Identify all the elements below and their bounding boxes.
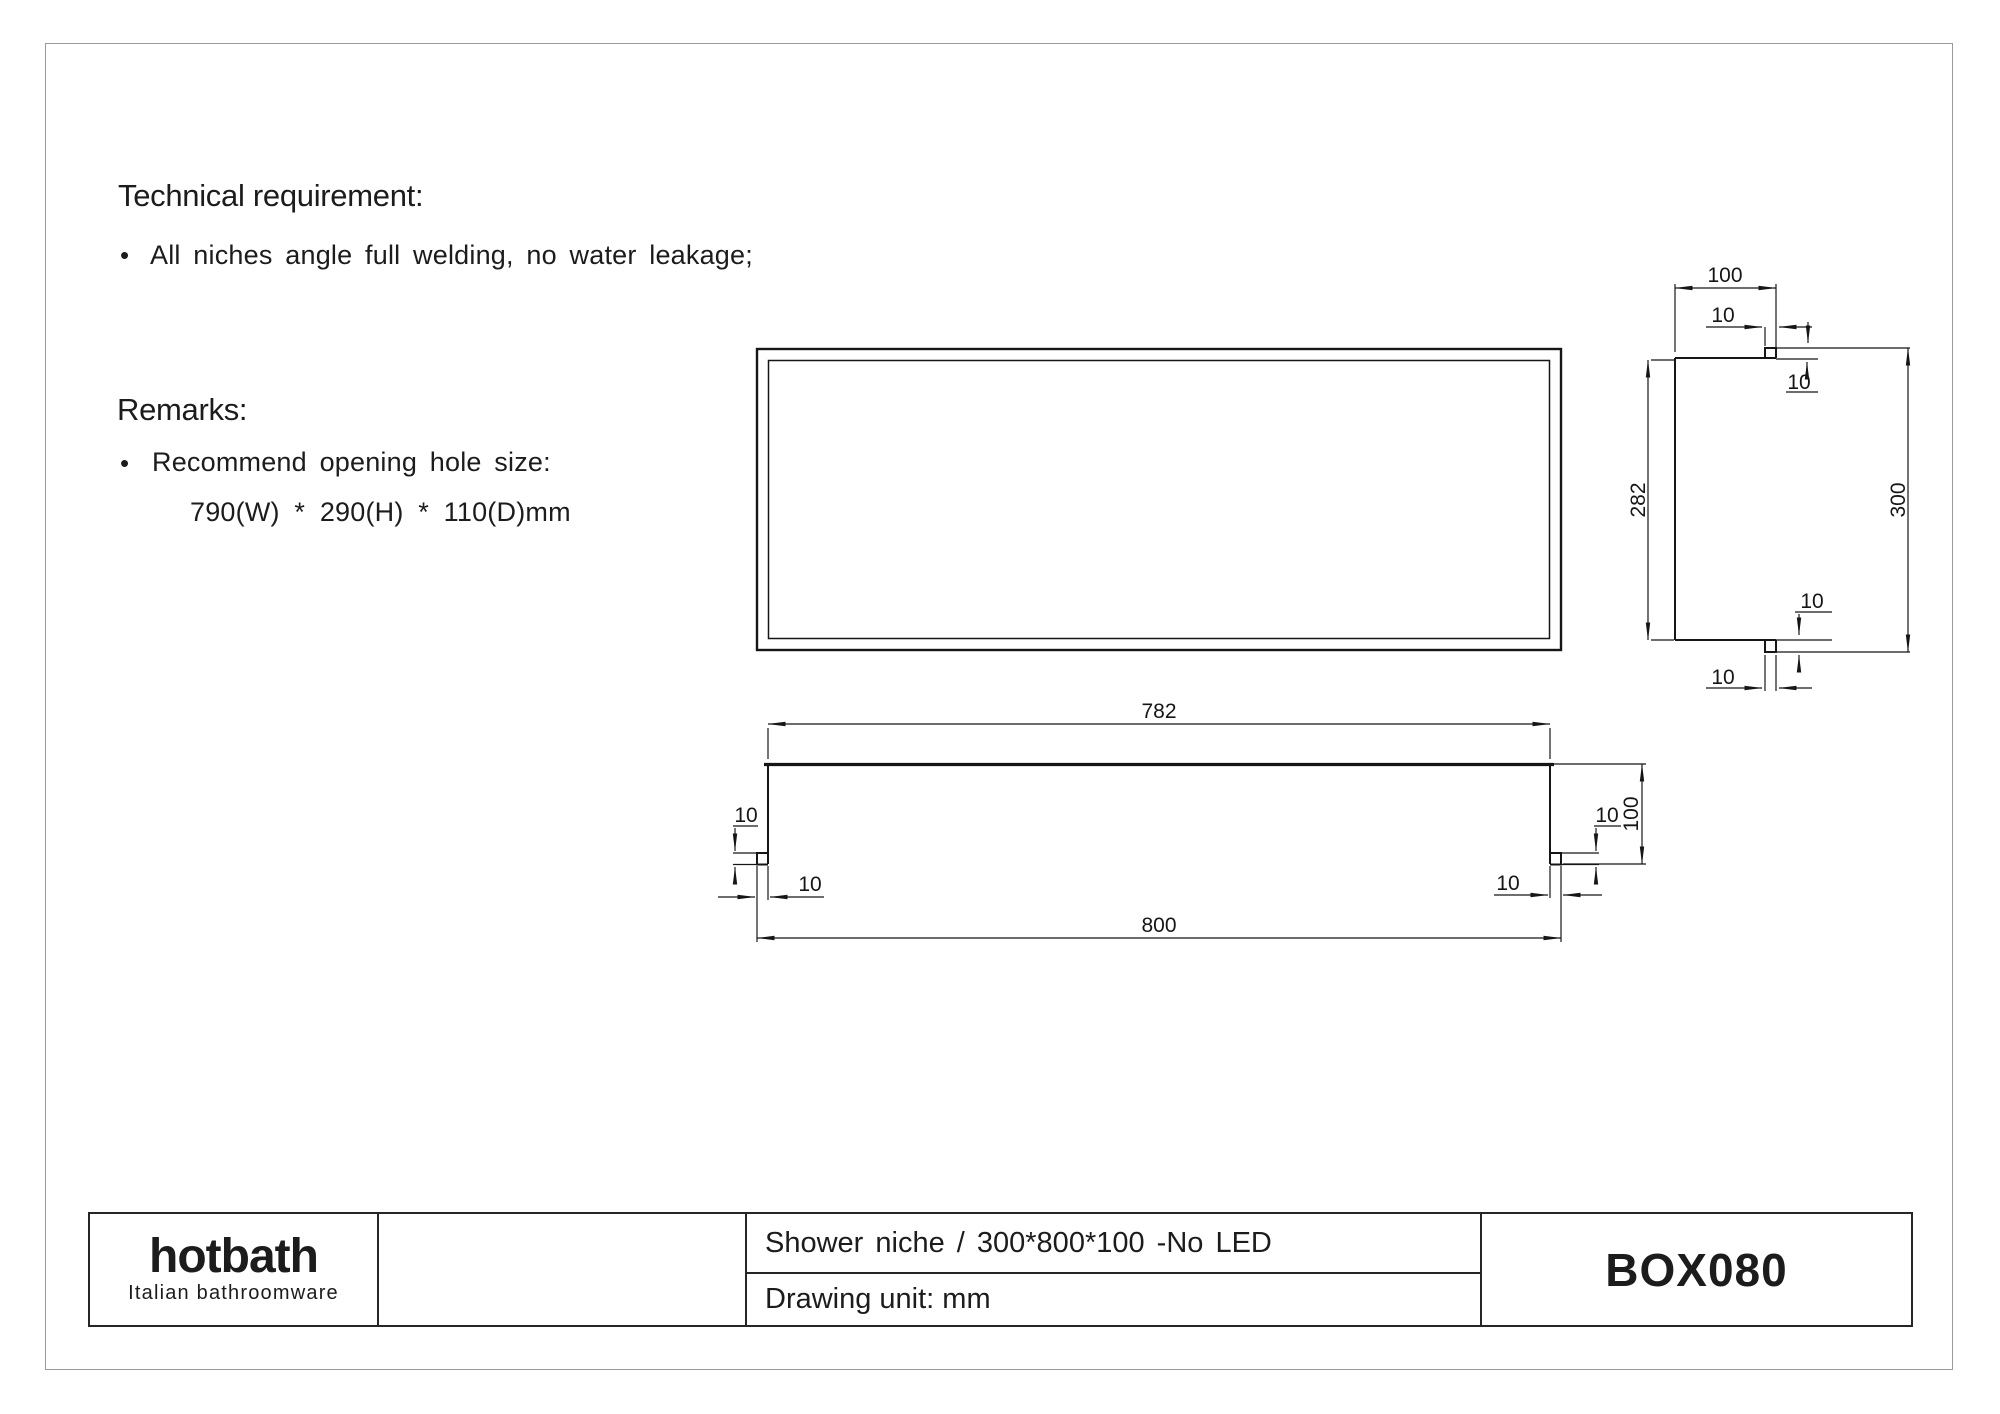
dim-plan-lip-thickness-right-label: 10	[1595, 804, 1619, 827]
title-block-logo-cell	[90, 1214, 379, 1325]
remarks-bullet: Recommend opening hole size:	[152, 447, 551, 477]
dim-plan-lip-thickness-left-label: 10	[734, 804, 758, 827]
drawing-unit: Drawing unit: mm	[765, 1283, 991, 1315]
bullet-icon: •	[120, 448, 130, 478]
technical-requirement-heading: Technical requirement:	[118, 178, 424, 213]
title-block	[88, 1212, 1913, 1327]
bullet-icon: •	[120, 240, 130, 270]
side-bottom-lip	[1765, 640, 1776, 652]
side-top-lip	[1765, 348, 1776, 358]
remarks-heading: Remarks:	[117, 392, 248, 427]
dim-side-outer-height-label: 300	[1887, 482, 1910, 518]
side-view	[1627, 264, 1910, 691]
dim-side-lip-width-top-label: 10	[1711, 304, 1735, 327]
front-view-outer-frame	[757, 349, 1561, 650]
dim-side-lip-height-bottom-label: 10	[1800, 590, 1824, 613]
title-block-empty-cell	[379, 1214, 747, 1325]
plan-right-lip	[1550, 853, 1561, 865]
plan-view	[718, 700, 1646, 942]
dim-side-depth-label: 100	[1707, 264, 1743, 287]
dim-plan-outer-width-label: 800	[1141, 914, 1177, 937]
front-view	[757, 349, 1561, 650]
brand-logo: hotbath	[149, 1229, 318, 1283]
dim-plan-lip-width-left-label: 10	[798, 873, 822, 896]
front-view-inner-frame	[769, 361, 1550, 639]
dim-plan-lip-width-right-label: 10	[1496, 872, 1520, 895]
opening-hole-size: 790(W) * 290(H) * 110(D)mm	[190, 497, 571, 527]
dim-plan-wall-depth-label: 100	[1620, 796, 1643, 832]
brand-tagline: Italian bathroomware	[128, 1281, 339, 1304]
plan-left-lip	[757, 853, 768, 865]
dim-side-lip-width-bottom-label: 10	[1711, 666, 1735, 689]
title-block-model-cell	[1482, 1214, 1911, 1325]
dim-side-inner-height-label: 282	[1627, 482, 1650, 518]
dim-side-lip-height-top-label: 10	[1787, 371, 1811, 394]
technical-requirement-bullet: All niches angle full welding, no water leakage;	[150, 240, 753, 270]
title-block-description-cell	[747, 1214, 1482, 1325]
product-title: Shower niche / 300*800*100 -No LED	[747, 1214, 1480, 1274]
dim-plan-inner-width-label: 782	[1141, 700, 1177, 723]
model-code: BOX080	[1605, 1243, 1788, 1296]
